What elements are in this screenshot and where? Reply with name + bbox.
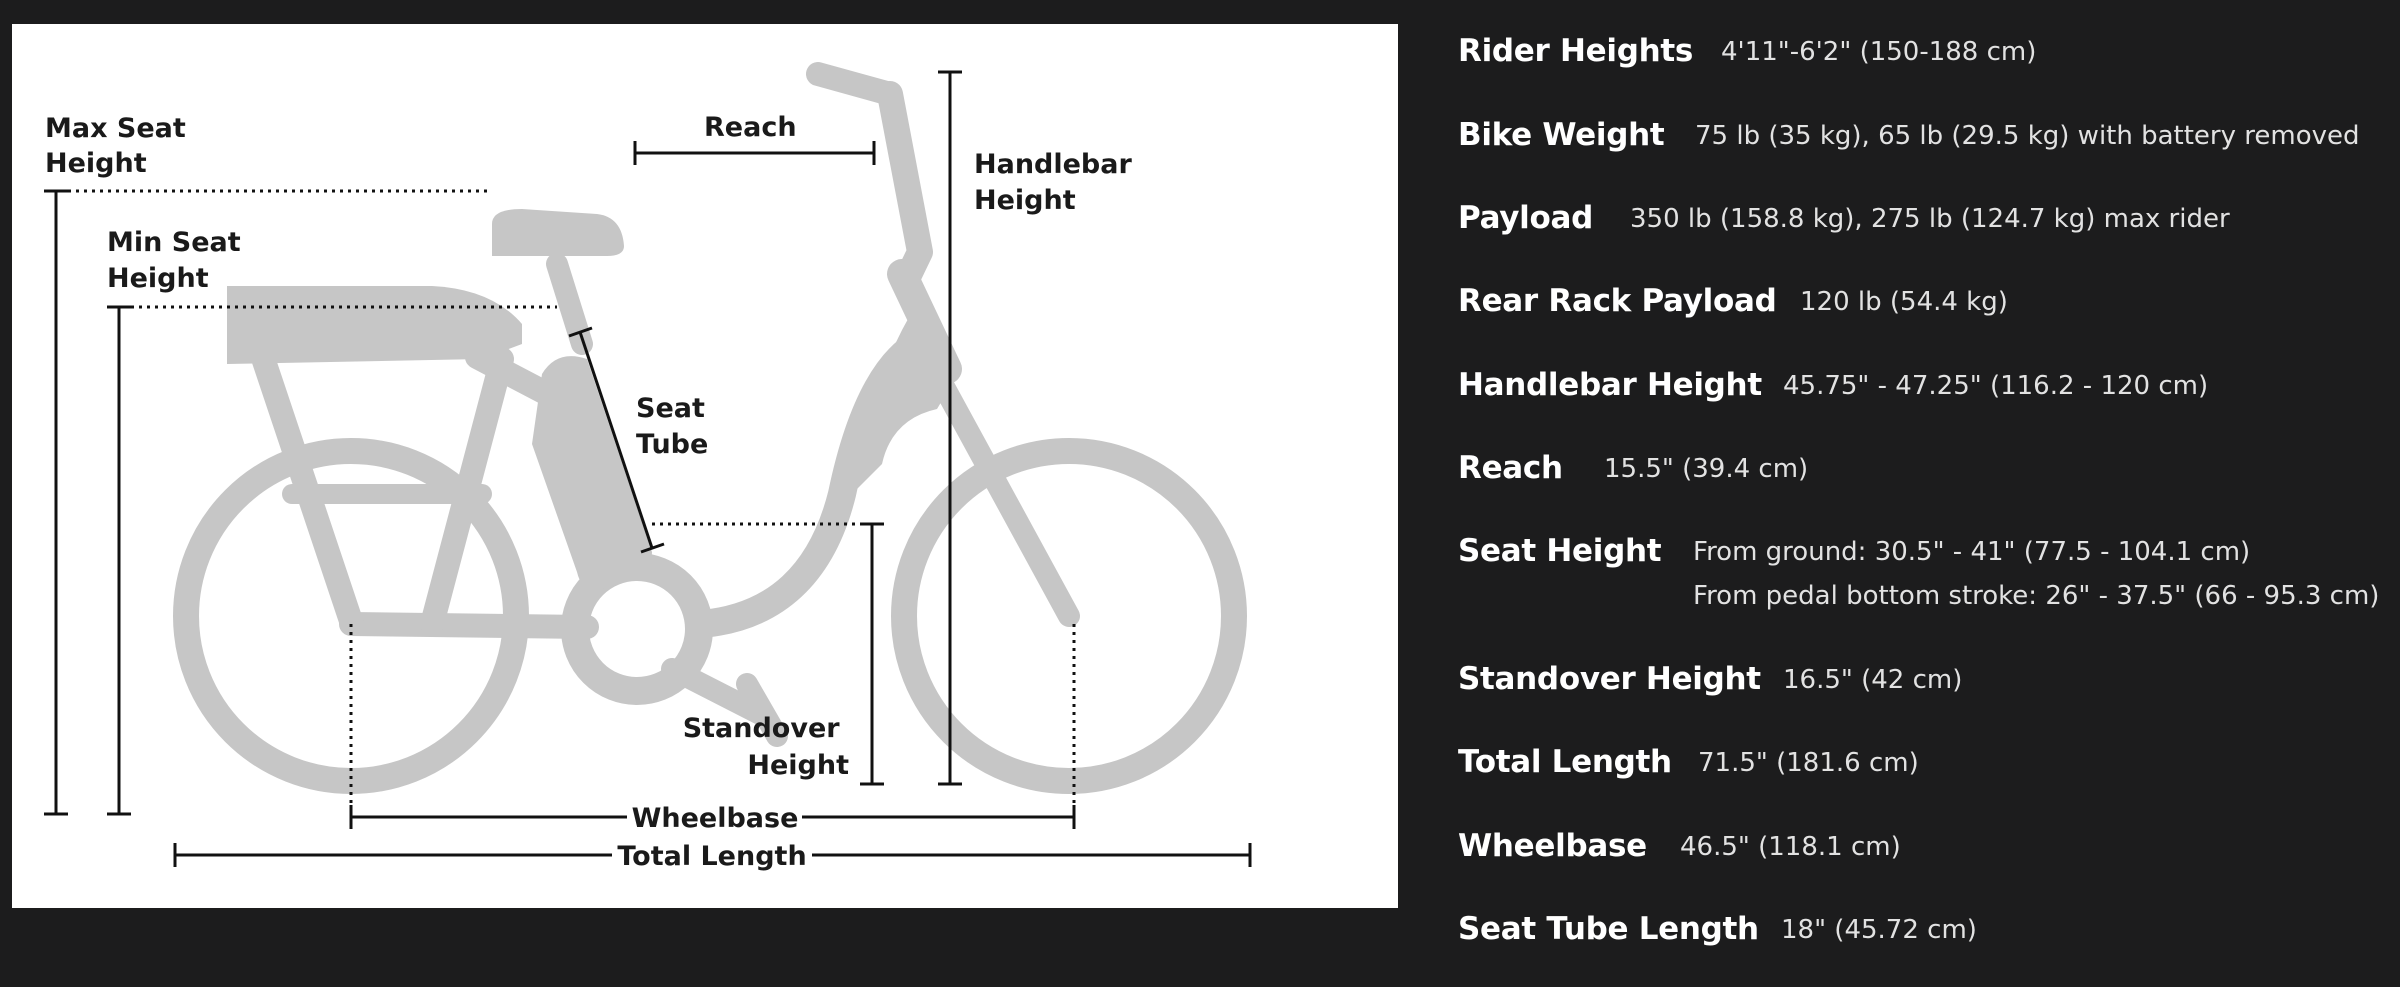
spec-value: 75 lb (35 kg), 65 lb (29.5 kg) with battery removed	[1695, 121, 2360, 151]
bike-silhouette	[186, 74, 1234, 781]
spec-value: 120 lb (54.4 kg)	[1800, 287, 2008, 317]
spec-value: 46.5" (118.1 cm)	[1680, 832, 1901, 862]
spec-value: 71.5" (181.6 cm)	[1698, 748, 1919, 778]
spec-value: From ground: 30.5" - 41" (77.5 - 104.1 cm)	[1693, 537, 2251, 567]
rear-rack-top	[227, 286, 522, 364]
spec-value: 18" (45.72 cm)	[1781, 915, 1977, 945]
spec-value: 45.75" - 47.25" (116.2 - 120 cm)	[1783, 371, 2209, 401]
spec-value-secondary: From pedal bottom stroke: 26" - 37.5" (66 - 95.3 cm)	[1693, 581, 2380, 611]
reach-label: Reach	[704, 112, 797, 143]
spec-label: Rider Heights	[1458, 33, 1694, 69]
bike-geometry-diagram	[12, 24, 1398, 908]
max-seat-height-label: Max Seat Height	[45, 113, 186, 179]
spec-value: 4'11"-6'2" (150-188 cm)	[1721, 37, 2037, 67]
battery	[532, 356, 652, 590]
spec-label: Rear Rack Payload	[1458, 283, 1777, 319]
handlebar-grip	[818, 74, 890, 94]
spec-label: Seat Height	[1458, 533, 1662, 569]
bike-diagram-svg	[12, 24, 1398, 908]
wheelbase-label: Wheelbase	[631, 803, 799, 834]
spec-label: Total Length	[1458, 744, 1672, 780]
seat-tube-label: Seat Tube	[636, 393, 709, 460]
spec-label: Standover Height	[1458, 661, 1761, 697]
handlebar-height-label: Handlebar Height	[974, 149, 1132, 216]
spec-list	[1458, 0, 2398, 987]
min-seat-height-label: Min Seat Height	[107, 227, 241, 294]
spec-label: Payload	[1458, 200, 1593, 236]
stem	[890, 94, 920, 279]
total-length-label: Total Length	[617, 841, 807, 872]
spec-label: Reach	[1458, 450, 1563, 486]
spec-value: 16.5" (42 cm)	[1783, 665, 1963, 695]
spec-label: Wheelbase	[1458, 828, 1647, 864]
spec-label: Bike Weight	[1458, 117, 1665, 153]
saddle	[492, 209, 624, 256]
spec-label: Handlebar Height	[1458, 367, 1762, 403]
spec-value: 350 lb (158.8 kg), 275 lb (124.7 kg) max rider	[1630, 204, 2230, 234]
standover-height-label: Standover Height	[682, 713, 849, 781]
chainstay	[351, 624, 587, 627]
spec-value: 15.5" (39.4 cm)	[1604, 454, 1809, 484]
spec-label: Seat Tube Length	[1458, 911, 1759, 947]
